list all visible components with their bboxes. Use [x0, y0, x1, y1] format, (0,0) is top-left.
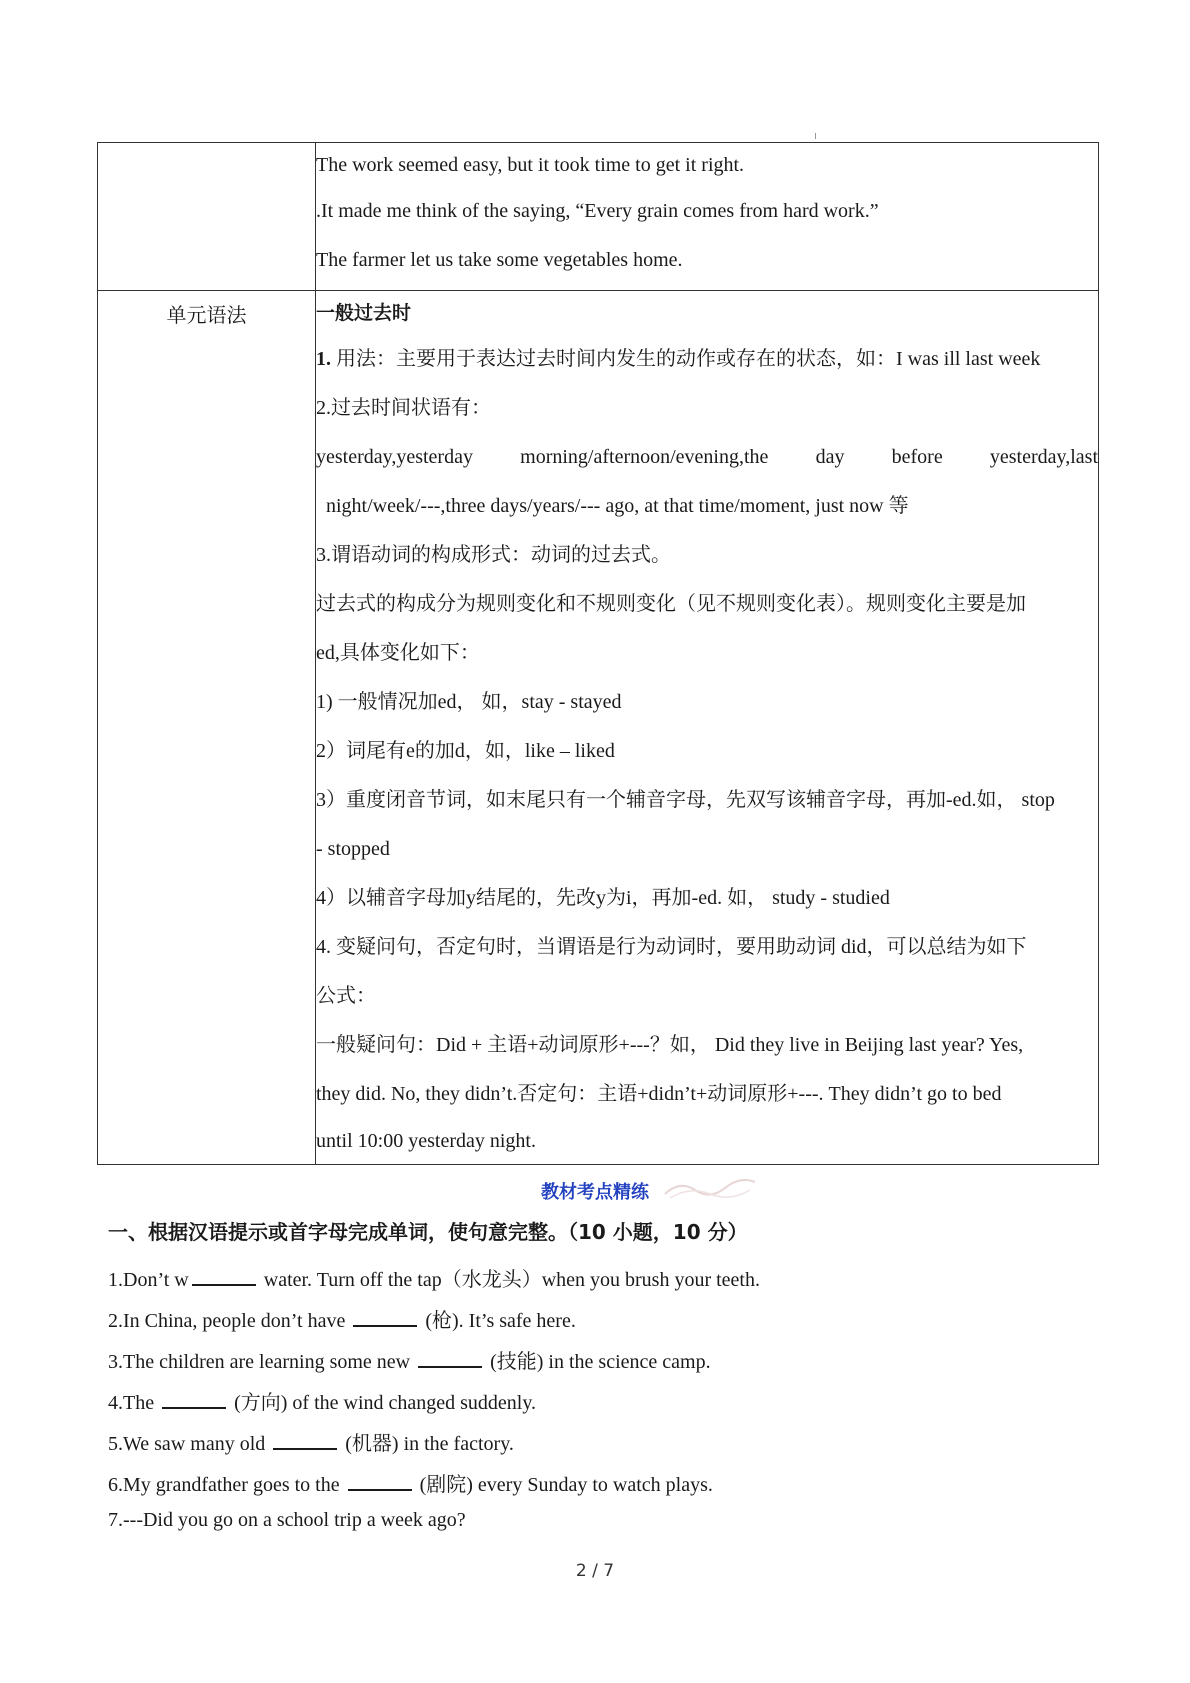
example-line: until 10:00 yesterday night.: [316, 1130, 536, 1152]
sentences-cell: [316, 143, 1099, 291]
form-title: 3.谓语动词的构成形式：动词的过去式。: [316, 544, 671, 566]
item-text: (枪). It’s safe here.: [420, 1310, 576, 1332]
exercise-item: 7.---Did you go on a school trip a week ago?: [108, 1509, 466, 1531]
exercise-item: [108, 1468, 713, 1497]
question-rule: 4. 变疑问句，否定句时，当谓语是行为动词时，要用助动词 did，可以总结为如下: [316, 936, 1027, 958]
exercise-heading: 一、根据汉语提示或首字母完成单词，使句意完整。（10 小题，10 分）: [108, 1220, 748, 1244]
exercise-item: [108, 1345, 711, 1374]
time-adverb-word: yesterday,last: [989, 446, 1098, 468]
header-tick-mark: [815, 133, 816, 139]
item-text: 4.The: [108, 1392, 160, 1414]
example-line: they did. No, they didn’t.否定句：主语+didn’t+动词原形+---. They didn’t go to bed: [316, 1083, 1002, 1105]
table-row: [98, 143, 1099, 291]
answer-blank[interactable]: [192, 1266, 256, 1286]
item-text: 1.Don’t w: [108, 1269, 189, 1291]
grammar-label: 单元语法: [166, 305, 247, 327]
item-text: 5.We saw many old: [108, 1433, 271, 1455]
answer-blank[interactable]: [353, 1307, 417, 1327]
answer-blank[interactable]: [273, 1430, 337, 1450]
item-text: (剧院) every Sunday to watch plays.: [414, 1474, 713, 1496]
item-text: (机器) in the factory.: [340, 1433, 514, 1455]
rule-line: 2）词尾有e的加d，如，like – liked: [316, 740, 615, 762]
time-adverb-word: day: [815, 446, 845, 468]
exercise-item: [108, 1386, 536, 1415]
section-title: 教材考点精练: [541, 1182, 649, 1203]
sentence-line: The farmer let us take some vegetables home.: [316, 249, 683, 271]
usage-text: 用法：主要用于表达过去时间内发生的动作或存在的状态，如：I was ill last week: [331, 348, 1041, 370]
form-description: ed,具体变化如下：: [316, 642, 480, 664]
time-adverbs-title: 2.过去时间状语有：: [316, 397, 491, 419]
rule-line: - stopped: [316, 838, 390, 860]
example-line: 一般疑问句：Did + 主语+动词原形+---？如， Did they live in Beijing last year? Yes,: [316, 1034, 1024, 1056]
rule-line: 1) 一般情况加ed， 如，stay - stayed: [316, 691, 622, 713]
content-table: [97, 142, 1099, 1165]
time-adverbs-line: [316, 433, 1098, 482]
table-row: [98, 291, 1099, 1165]
time-adverbs-line: night/week/---,three days/years/--- ago, at that time/moment, just now 等: [326, 495, 909, 517]
rule-line: 4）以辅音字母加y结尾的，先改y为i，再加-ed. 如， study - studied: [316, 887, 890, 909]
exercise-item: [108, 1304, 576, 1333]
page-number: 2 / 7: [575, 1561, 615, 1581]
sentence-line: The work seemed easy, but it took time to get it right.: [316, 154, 745, 176]
exercise-item: [108, 1427, 514, 1456]
item-text: 6.My grandfather goes to the: [108, 1474, 345, 1496]
grammar-title: 一般过去时: [316, 302, 412, 324]
question-rule: 公式：: [316, 985, 376, 1007]
item-text: water. Turn off the tap（水龙头）when you brush your teeth.: [258, 1269, 760, 1291]
exercise-item: [108, 1263, 760, 1292]
usage-number: 1.: [316, 348, 331, 370]
answer-blank[interactable]: [418, 1348, 482, 1368]
item-text: 2.In China, people don’t have: [108, 1310, 351, 1332]
rule-line: 3）重度闭音节词，如末尾只有一个辅音字母，先双写该辅音字母，再加-ed.如， stop: [316, 789, 1055, 811]
item-text: (方向) of the wind changed suddenly.: [229, 1392, 537, 1414]
time-adverb-word: morning/afternoon/evening,the: [520, 446, 769, 468]
answer-blank[interactable]: [348, 1471, 412, 1491]
item-text: 3.The children are learning some new: [108, 1351, 416, 1373]
sentence-line: .It made me think of the saying, “Every grain comes from hard work.”: [316, 200, 879, 222]
grammar-cell: [316, 291, 1099, 1165]
form-description: 过去式的构成分为规则变化和不规则变化（见不规则变化表）。规则变化主要是加: [316, 593, 1026, 615]
grammar-label-cell: [98, 291, 316, 1165]
time-adverb-word: yesterday,yesterday: [316, 446, 473, 468]
time-adverb-word: before: [891, 446, 943, 468]
left-cell-empty: [98, 143, 316, 291]
usage-line: [316, 335, 1098, 384]
item-text: (技能) in the science camp.: [485, 1351, 711, 1373]
answer-blank[interactable]: [162, 1389, 226, 1409]
